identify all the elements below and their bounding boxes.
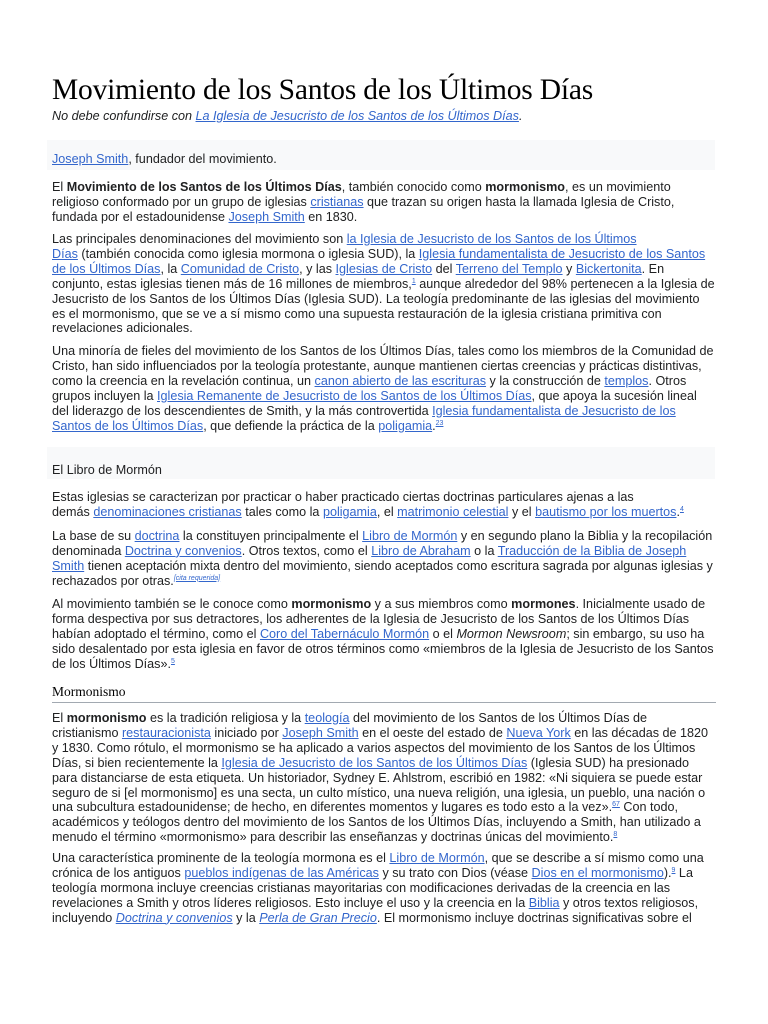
hatnote: No debe confundirse con La Iglesia de Jesucristo de los Santos de los Últimos Días. (52, 109, 523, 123)
paragraph-doctrines: Estas iglesias se caracterizan por practicar o haber practicado ciertas doctrinas particulares ajenas a las demás denominaciones cristianas tales como la poligamia, el matrimonio celestial y el bautismo por los muertos.$^4$ (52, 490, 684, 519)
paragraph-minority: Una minoría de fieles del movimiento de los Santos de los Últimos Días, tales como los miembros de la Comunidad de Cristo, han sido influenciados por la teología protestante, aunque mantienen ciertas creencias y prácticas distintivas, como la creencia en la revelación continua, un canon abierto de las escrituras y la construcción de templos. Otros grupos incluyen la Iglesia Remanente de Jesucristo de los Santos de los Últimos Días, que apoya la sucesión lineal del liderazgo de los descendientes de Smith, y la más controvertida Iglesia fundamentalista de Jesucristo de los Santos de los Últimos Días, que defiende la práctica de la poligamia.$^{23}$ (52, 344, 714, 433)
link-perla-de-gran-precio[interactable]: Perla de Gran Precio (259, 910, 377, 925)
link-teologia[interactable]: teología (304, 711, 350, 725)
link-traduccion-biblia-cont[interactable]: Smith (52, 558, 85, 573)
paragraph-theology: Una característica prominente de la teología mormona es el Libro de Mormón, que se describe a sí mismo como una crónica de los antiguos pueblos indígenas de las Américas y su trato con Dios (véase Dios en el mormonismo).$^9$ La teología mormona incluye creencias cristianas mayoritarias con modificaciones derivadas de la creencia en las revelaciones a Smith y otros líderes religiosos. Esto incluye el uso y la creencia en la Biblia y otros textos religiosos, incluyendo Doctrina y convenios y la Perla de Gran Precio. El mormonismo incluye doctrinas significativas sobre el (52, 851, 704, 925)
paragraph-mormon-term: Al movimiento también se le conoce como mormonismo y a sus miembros como mormones. Inicialmente usado de forma despectiva por sus detractores, los adherentes de la Iglesia de Jesucristo de los Santos de los Últimos Días habían adoptado el término, como el Coro del Tabernáculo Mormón o el Mormon Newsroom; sin embargo, su uso ha sido desalentado por esta iglesia en favor de otros términos como «miembros de la Iglesia de Jesucristo de los Santos de los Últimos Días».$^5$ (52, 597, 714, 671)
link-bickertonita[interactable]: Bickertonita (575, 261, 642, 276)
hatnote-link[interactable]: La Iglesia de Jesucristo de los Santos de los Últimos Días (195, 109, 519, 123)
link-terreno-del-templo[interactable]: Terreno del Templo (455, 261, 563, 276)
citation-67[interactable]: 67 (612, 801, 620, 809)
citation-8[interactable]: 8 (613, 831, 618, 839)
citation-1[interactable]: 1 (411, 277, 416, 285)
link-iglesia-sud-cont[interactable]: Días (52, 246, 78, 261)
link-doctrina-y-convenios[interactable]: Doctrina y convenios (124, 543, 242, 558)
caption-link-joseph-smith[interactable]: Joseph Smith (52, 152, 129, 166)
link-libro-de-mormon[interactable]: Libro de Mormón (362, 529, 458, 543)
link-iglesia-remanente[interactable]: Iglesia Remanente de Jesucristo de los Santos de los Últimos Días (157, 388, 532, 403)
link-nueva-york[interactable]: Nueva York (506, 725, 571, 740)
link-iglesias-de-cristo[interactable]: Iglesias de Cristo (335, 261, 433, 276)
page-title: Movimiento de los Santos de los Últimos Días (52, 74, 594, 106)
citation-needed[interactable]: [cita requerida] (173, 574, 221, 582)
link-pueblos-indigenas[interactable]: pueblos indígenas de las Américas (184, 865, 379, 880)
link-doctrina[interactable]: doctrina (134, 529, 180, 543)
link-iglesia-sud[interactable]: la Iglesia de Jesucristo de los Santos de los Últimos (346, 232, 637, 246)
citation-9[interactable]: 9 (671, 866, 676, 874)
link-restauracionista[interactable]: restauracionista (121, 725, 211, 740)
link-poligamia-2[interactable]: poligamia (322, 504, 377, 519)
link-iglesia-sud-2[interactable]: Iglesia de Jesucristo de los Santos de los Últimos Días (221, 755, 528, 770)
link-iglesia-fundamentalista-2-cont[interactable]: Santos de los Últimos Días (52, 418, 204, 433)
image-caption: Joseph Smith, fundador del movimiento. (52, 152, 277, 166)
link-joseph-smith[interactable]: Joseph Smith (228, 209, 305, 224)
link-traduccion-biblia[interactable]: Traducción de la Biblia de Joseph (497, 543, 687, 558)
link-matrimonio-celestial[interactable]: matrimonio celestial (397, 504, 509, 519)
paragraph-denominations: Las principales denominaciones del movimiento son la Iglesia de Jesucristo de los Santos de los Últimos Días (también conocida como iglesia mormona o iglesia SUD), la Iglesia fundamentalista de Jesucristo de los Santos de los Últimos Días, la Comunidad de Cristo, y las Iglesias de Cristo del Terreno del Templo y Bickertonita. En conjunto, estas iglesias tienen más de 16 millones de miembros,$^1$ aunque alrededor del 98% pertenecen a la Iglesia de Jesucristo de los Santos de los Últimos Días (Iglesia SUD). La teología predominante de las iglesias del movimiento es el mormonismo, que se ve a sí mismo como una supuesta restauración de la iglesia cristiana primitiva con revelaciones adicionales. (52, 232, 715, 336)
link-poligamia[interactable]: poligamia (378, 418, 433, 433)
link-iglesia-fundamentalista-cont[interactable]: de los Últimos Días (52, 261, 161, 276)
link-cristianas[interactable]: cristianas (310, 194, 364, 209)
link-bautismo-por-los-muertos[interactable]: bautismo por los muertos (535, 504, 677, 519)
link-canon-abierto[interactable]: canon abierto de las escrituras (314, 373, 487, 388)
paragraph-mormonismo: El mormonismo es la tradición religiosa y la teología del movimiento de los Santos de los Últimos Días de cristianismo restauracionista iniciado por Joseph Smith en el oeste del estado de Nueva York en las décadas de 1820 y 1830. Como rótulo, el mormonismo se ha aplicado a varios aspectos del movimiento de los Santos de los Últimos Días, si bien recientemente la Iglesia de Jesucristo de los Santos de los Últimos Días (Iglesia SUD) ha presionado para distanciarse de esta etiqueta. Un historiador, Sydney E. Ahlstrom, escribió en 1982: «Ni siquiera se puede estar seguro de si [el mormonismo] es una secta, un culto místico, una nueva religión, una iglesia, un pueblo, una nación o una subcultura estadounidense; de hecho, en diferentes momentos y lugares es todo esto a la vez».$^{67}$ Con todo, académicos y teólogos dentro del movimiento de los Santos de los Últimos Días, incluyendo a Smith, han utilizado a menudo el término «mormonismo» para describir las enseñanzas y doctrinas únicas del movimiento.$^8$ (52, 711, 709, 845)
citation-5[interactable]: 5 (170, 657, 175, 665)
link-dios-en-el-mormonismo[interactable]: Dios en el mormonismo (531, 865, 664, 880)
paragraph-intro: El Movimiento de los Santos de los Últimos Días, también conocido como mormonismo, es un movimiento religioso conformado por un grupo de iglesias cristianas que trazan su origen hasta la llamada Iglesia de Cristo, fundada por el estadounidense Joseph Smith en 1830. (52, 180, 675, 224)
link-coro-tabernaculo[interactable]: Coro del Tabernáculo Mormón (259, 626, 430, 641)
link-doctrina-y-convenios-2[interactable]: Doctrina y convenios (115, 910, 233, 925)
link-templos[interactable]: templos (604, 373, 649, 388)
section-label-libro-de-mormon: El Libro de Mormón (52, 463, 162, 477)
link-comunidad-de-cristo[interactable]: Comunidad de Cristo (180, 261, 300, 276)
link-libro-de-mormon-2[interactable]: Libro de Mormón (389, 851, 485, 865)
link-iglesia-fundamentalista-2[interactable]: Iglesia fundamentalista de Jesucristo de los (432, 403, 676, 418)
paragraph-scripture: La base de su doctrina la constituyen principalmente el Libro de Mormón y en segundo plano la Biblia y la recopilación denominada Doctrina y convenios. Otros textos, como el Libro de Abraham o la Traducción de la Biblia de Joseph Smith tienen aceptación mixta dentro del movimiento, siendo aceptados como escritura sagrada por algunas iglesias y rechazados por otras.[cita requerida] (52, 529, 713, 588)
link-libro-de-abraham[interactable]: Libro de Abraham (371, 543, 471, 558)
citation-4[interactable]: 4 (679, 505, 684, 513)
link-biblia[interactable]: Biblia (528, 895, 560, 910)
section-heading-mormonismo: Mormonismo (52, 684, 716, 703)
link-denominaciones-cristianas[interactable]: denominaciones cristianas (93, 504, 242, 519)
citation-23[interactable]: 23 (435, 419, 444, 427)
link-iglesia-fundamentalista[interactable]: Iglesia fundamentalista de Jesucristo de los Santos (418, 246, 706, 261)
link-joseph-smith-2[interactable]: Joseph Smith (282, 725, 359, 740)
